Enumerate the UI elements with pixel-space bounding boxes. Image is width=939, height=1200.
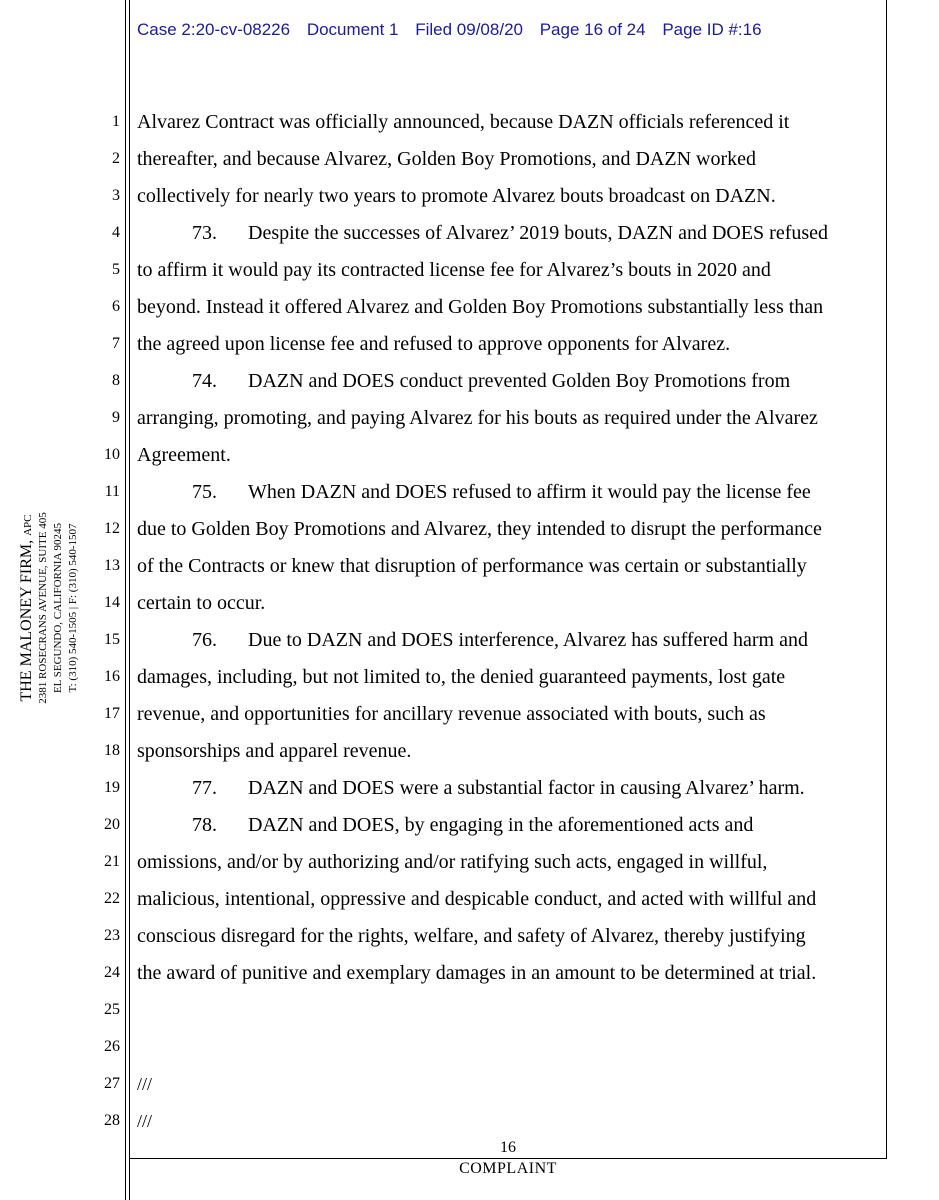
paragraph-number: 76. bbox=[192, 629, 217, 651]
line-number: 1 bbox=[112, 113, 120, 130]
text-line: damages, including, but not limited to, the denied guaranteed payments, lost gate bbox=[137, 666, 786, 688]
firm-city: EL SEGUNDO, CALIFORNIA 90245 bbox=[52, 522, 64, 694]
line-number: 18 bbox=[104, 742, 120, 759]
line-number: 15 bbox=[104, 631, 120, 648]
line-number: 16 bbox=[104, 668, 120, 685]
left-margin-rule-inner bbox=[129, 0, 130, 1200]
page-number: 16 bbox=[500, 1139, 516, 1156]
line-number: 23 bbox=[104, 927, 120, 944]
text-line: of the Contracts or knew that disruption of performance was certain or substantially bbox=[137, 555, 807, 577]
line-number: 27 bbox=[104, 1075, 120, 1092]
paragraph-number: 73. bbox=[192, 222, 217, 244]
paragraph-73-start: 73. Despite the successes of Alvarez’ 2019 bouts, DAZN and DOES refused bbox=[192, 222, 829, 244]
line-number: 11 bbox=[104, 483, 120, 500]
text-line: certain to occur. bbox=[137, 592, 266, 614]
footer-rule bbox=[129, 1158, 887, 1159]
paragraph-74-start: 74. DAZN and DOES conduct prevented Golden Boy Promotions from bbox=[192, 370, 791, 392]
text-line: Alvarez Contract was officially announced, because DAZN officials referenced it bbox=[137, 111, 790, 133]
text-line: omissions, and/or by authorizing and/or ratifying such acts, engaged in willful, bbox=[137, 851, 768, 873]
firm-suffix: APC bbox=[22, 514, 34, 536]
ecf-header bbox=[137, 20, 774, 40]
text-line: malicious, intentional, oppressive and despicable conduct, and acted with willful and bbox=[137, 888, 817, 910]
text-line: due to Golden Boy Promotions and Alvarez, they intended to disrupt the performance bbox=[137, 518, 822, 540]
line-number: 20 bbox=[104, 816, 120, 833]
right-margin-rule bbox=[886, 0, 887, 1158]
paragraph-number: 78. bbox=[192, 814, 217, 836]
filed-date: Filed 09/08/20 bbox=[415, 20, 523, 39]
text-line: Agreement. bbox=[137, 444, 231, 466]
line-number: 3 bbox=[112, 187, 120, 204]
paragraph-77-start: 77. DAZN and DOES were a substantial factor in causing Alvarez’ harm. bbox=[192, 777, 805, 799]
line-number: 22 bbox=[104, 890, 120, 907]
continuation-mark: /// bbox=[137, 1111, 153, 1131]
line-number: 13 bbox=[104, 557, 120, 574]
firm-phone: T: (310) 540-1505 | F: (310) 540-1507 bbox=[67, 523, 79, 693]
line-number: 12 bbox=[104, 520, 120, 537]
page-id: Page ID #:16 bbox=[662, 20, 762, 39]
line-number: 17 bbox=[104, 705, 120, 722]
line-number: 19 bbox=[104, 779, 120, 796]
firm-address: 2381 ROSECRANS AVENUE, SUITE 405 bbox=[37, 512, 49, 704]
line-number: 9 bbox=[112, 409, 120, 426]
line-number: 28 bbox=[104, 1112, 120, 1129]
page-count: Page 16 of 24 bbox=[539, 20, 646, 39]
line-number: 21 bbox=[104, 853, 120, 870]
line-number: 10 bbox=[104, 446, 120, 463]
line-number: 25 bbox=[104, 1001, 120, 1018]
text-line: the award of punitive and exemplary damages in an amount to be determined at trial. bbox=[137, 962, 817, 984]
line-number: 7 bbox=[112, 335, 120, 352]
continuation-mark: /// bbox=[137, 1074, 153, 1094]
line-number: 26 bbox=[104, 1038, 120, 1055]
document-title: COMPLAINT bbox=[459, 1160, 557, 1177]
text-line: arranging, promoting, and paying Alvarez for his bouts as required under the Alvarez bbox=[137, 407, 818, 429]
line-number: 4 bbox=[112, 224, 120, 241]
text-line: conscious disregard for the rights, welfare, and safety of Alvarez, thereby justifying bbox=[137, 925, 806, 947]
text-line: sponsorships and apparel revenue. bbox=[137, 740, 412, 762]
text-line: the agreed upon license fee and refused to approve opponents for Alvarez. bbox=[137, 333, 731, 355]
paragraph-number: 77. bbox=[192, 777, 217, 799]
text-line: to affirm it would pay its contracted license fee for Alvarez’s bouts in 2020 and bbox=[137, 259, 771, 281]
firm-name: THE MALONEY FIRM, bbox=[18, 539, 35, 702]
line-number: 8 bbox=[112, 372, 120, 389]
line-number: 6 bbox=[112, 298, 120, 315]
paragraph-76-start: 76. Due to DAZN and DOES interference, Alvarez has suffered harm and bbox=[192, 629, 808, 651]
line-number: 14 bbox=[104, 594, 120, 611]
case-number: Case 2:20-cv-08226 bbox=[137, 20, 291, 39]
paragraph-number: 74. bbox=[192, 370, 217, 392]
line-number: 2 bbox=[112, 150, 120, 167]
text-line: revenue, and opportunities for ancillary revenue associated with bouts, such as bbox=[137, 703, 766, 725]
paragraph-78-start: 78. DAZN and DOES, by engaging in the aforementioned acts and bbox=[192, 814, 754, 836]
line-number: 24 bbox=[104, 964, 120, 981]
line-number: 5 bbox=[112, 261, 120, 278]
document-number: Document 1 bbox=[306, 20, 399, 39]
firm-sidebar bbox=[19, 488, 109, 728]
left-margin-rule bbox=[125, 0, 126, 1200]
text-line: collectively for nearly two years to promote Alvarez bouts broadcast on DAZN. bbox=[137, 185, 776, 207]
paragraph-number: 75. bbox=[192, 481, 217, 503]
text-line: thereafter, and because Alvarez, Golden Boy Promotions, and DAZN worked bbox=[137, 148, 757, 170]
text-line: beyond. Instead it offered Alvarez and Golden Boy Promotions substantially less than bbox=[137, 296, 824, 318]
paragraph-75-start: 75. When DAZN and DOES refused to affirm it would pay the license fee bbox=[192, 481, 811, 503]
